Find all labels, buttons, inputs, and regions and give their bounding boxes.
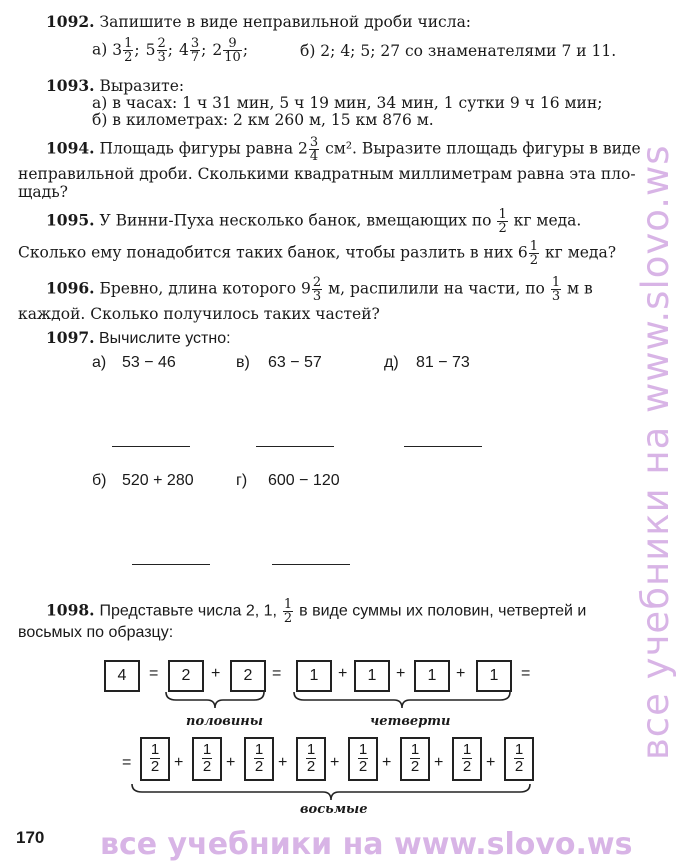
box-quarter: 1 <box>354 660 390 692</box>
fraction-denominator: 2 <box>410 758 420 775</box>
mixed-number <box>212 36 249 65</box>
separator: ; <box>201 40 207 59</box>
calc-label: в) <box>236 354 250 371</box>
calc-underline <box>256 446 334 447</box>
calc-label: д) <box>384 354 399 371</box>
calc-head: 520 + 280 <box>122 472 194 489</box>
problem-1095-line1: 1095. У Винни-Пуха несколько банок, вмещающих по $\frac{1}{2}$ кг меда. <box>46 207 582 236</box>
fraction-denominator: 2 <box>202 758 212 775</box>
fraction-numerator: 1 <box>254 741 264 758</box>
plus-sign: + <box>486 754 496 771</box>
equals-sign: = <box>149 665 159 682</box>
brace-eighths <box>132 784 530 800</box>
fraction <box>254 742 264 775</box>
problem-1096-line1: 1096. Бревно, длина которого 9 $\frac{2}{3}$ м, распилили на части, по $\frac{1}{3}$ м в <box>46 275 593 304</box>
box-half: 2 <box>168 660 204 692</box>
mixed-number <box>112 36 140 65</box>
fraction-denominator: 3 <box>157 50 166 65</box>
fraction <box>123 37 133 64</box>
separator: ; <box>134 40 140 59</box>
fraction <box>358 742 368 775</box>
fraction-numerator: 1 <box>514 741 524 758</box>
fraction <box>462 742 472 775</box>
problem-1095-line2: Сколько ему понадобится таких банок, чтобы разлить в них 6 $\frac{1}{2}$ кг меда? <box>18 239 617 268</box>
problem-1093-a: а) в часах: 1 ч 31 мин, 5 ч 19 мин, 34 мин, 1 сутки 9 ч 16 мин; <box>92 94 603 112</box>
fraction-denominator: 2 <box>124 50 133 65</box>
plus-sign: + <box>174 754 184 771</box>
fraction-denominator: 2 <box>306 758 316 775</box>
caption-halves: половины <box>186 714 264 729</box>
calc-head: 53 − 46 <box>122 354 176 371</box>
box-quarter: 1 <box>414 660 450 692</box>
plus-sign: + <box>211 665 221 682</box>
problem-1098-line2: восьмых по образцу: <box>18 624 174 641</box>
fraction-numerator: 2 <box>157 36 166 51</box>
problem-1096-line2: каждой. Сколько получилось таких частей? <box>18 305 380 323</box>
box-half: 2 <box>230 660 266 692</box>
box-eighth <box>452 737 482 781</box>
fraction-denominator: 10 <box>224 50 241 65</box>
separator: ; <box>242 40 249 59</box>
fraction-numerator: 1 <box>358 741 368 758</box>
calc-label: б) <box>92 472 107 489</box>
separator: ; <box>167 40 174 59</box>
equals-sign: = <box>272 665 282 682</box>
plus-sign: + <box>456 665 466 682</box>
fraction-denominator: 2 <box>514 758 524 775</box>
calc-head: 63 − 57 <box>268 354 322 371</box>
plus-sign: + <box>330 754 340 771</box>
plus-sign: + <box>278 754 288 771</box>
problem-1097-title: 1097. Вычислите устно: <box>46 328 231 347</box>
fraction-numerator: 1 <box>410 741 420 758</box>
mixed-whole: 5 <box>145 40 156 59</box>
fraction-numerator: 1 <box>306 741 316 758</box>
brace-halves <box>166 692 264 708</box>
calc-head: 81 − 73 <box>416 354 470 371</box>
fraction-numerator: 3 <box>190 36 200 51</box>
plus-sign: + <box>396 665 406 682</box>
problem-1093-title: 1093. Выразите: <box>46 76 185 95</box>
problem-1093-b: б) в километрах: 2 км 260 м, 15 км 876 м. <box>92 111 434 129</box>
plus-sign: + <box>382 754 392 771</box>
mixed-whole: 4 <box>179 40 189 59</box>
fraction-numerator: 1 <box>202 741 212 758</box>
fraction-denominator: 2 <box>150 758 160 775</box>
box-quarter: 1 <box>476 660 512 692</box>
box-eighth <box>504 737 534 781</box>
calc-underline <box>112 446 190 447</box>
mixed-whole: 2 <box>212 40 223 59</box>
watermark-vertical: все учебники на www.slovo.ws <box>634 144 677 760</box>
fraction <box>202 742 212 775</box>
page-number: 170 <box>16 828 45 847</box>
problem-1098-line1: 1098. Представьте числа 2, 1, $\frac{1}{2}$ в виде суммы их половин, четвертей и <box>46 597 587 626</box>
fraction <box>223 37 242 64</box>
box-eighth <box>140 737 170 781</box>
fraction-numerator: 1 <box>150 741 160 758</box>
caption-quarters: четверти <box>370 714 451 729</box>
calc-label: а) <box>92 354 107 371</box>
fraction-denominator: 2 <box>358 758 368 775</box>
problem-1092-title: 1092. Запишите в виде неправильной дроби числа: <box>46 12 472 31</box>
plus-sign: + <box>338 665 348 682</box>
fraction-numerator: 9 <box>223 37 242 51</box>
box-eighth <box>400 737 430 781</box>
box-whole: 4 <box>104 660 140 692</box>
fraction-denominator: 7 <box>190 50 200 65</box>
calc-underline <box>404 446 482 447</box>
calc-head: 600 − 120 <box>268 472 340 489</box>
problem-1092-b: б) 2; 4; 5; 27 со знаменателями 7 и 11. <box>300 42 617 60</box>
problem-1094-line2: неправильной дроби. Сколькими квадратным миллиметрам равна эта пло- <box>18 165 636 183</box>
problem-1092-a: а) 3 $\frac{1}{2}$ ; 5 $\frac{2}{3}$ ; 4 $\frac{3}{7}$ ; 2 $\frac{9}{10}$ ; <box>92 37 254 64</box>
box-quarter: 1 <box>296 660 332 692</box>
fraction <box>306 742 316 775</box>
plus-sign: + <box>434 754 444 771</box>
fraction-numerator: 1 <box>462 741 472 758</box>
fraction <box>410 742 420 775</box>
calc-label: г) <box>236 472 248 489</box>
watermark-bottom: все учебники на www.slovo.ws <box>100 827 633 862</box>
box-eighth <box>192 737 222 781</box>
plus-sign: + <box>226 754 236 771</box>
problem-1094-line1: 1094. Площадь фигуры равна 2 $\frac{3}{4}$ см². Выразите площадь фигуры в виде <box>46 135 641 164</box>
fraction-numerator: 1 <box>124 36 133 51</box>
calc-underline <box>132 564 210 565</box>
fraction-denominator: 2 <box>462 758 472 775</box>
mixed-number <box>179 36 207 65</box>
calc-underline <box>272 564 350 565</box>
box-eighth <box>244 737 274 781</box>
caption-eighths: восьмые <box>300 802 368 817</box>
box-eighth <box>348 737 378 781</box>
fraction-denominator: 2 <box>254 758 264 775</box>
fraction <box>514 742 524 775</box>
problem-1092-a-items <box>112 36 254 65</box>
mixed-number <box>145 36 174 65</box>
brace-quarters <box>294 692 510 708</box>
mixed-whole: 3 <box>112 40 123 59</box>
box-eighth <box>296 737 326 781</box>
fraction <box>150 742 160 775</box>
equals-sign: = <box>122 754 132 771</box>
fraction <box>157 37 167 64</box>
fraction <box>190 37 200 64</box>
equals-sign: = <box>521 665 531 682</box>
problem-1094-line3: щадь? <box>18 183 68 201</box>
